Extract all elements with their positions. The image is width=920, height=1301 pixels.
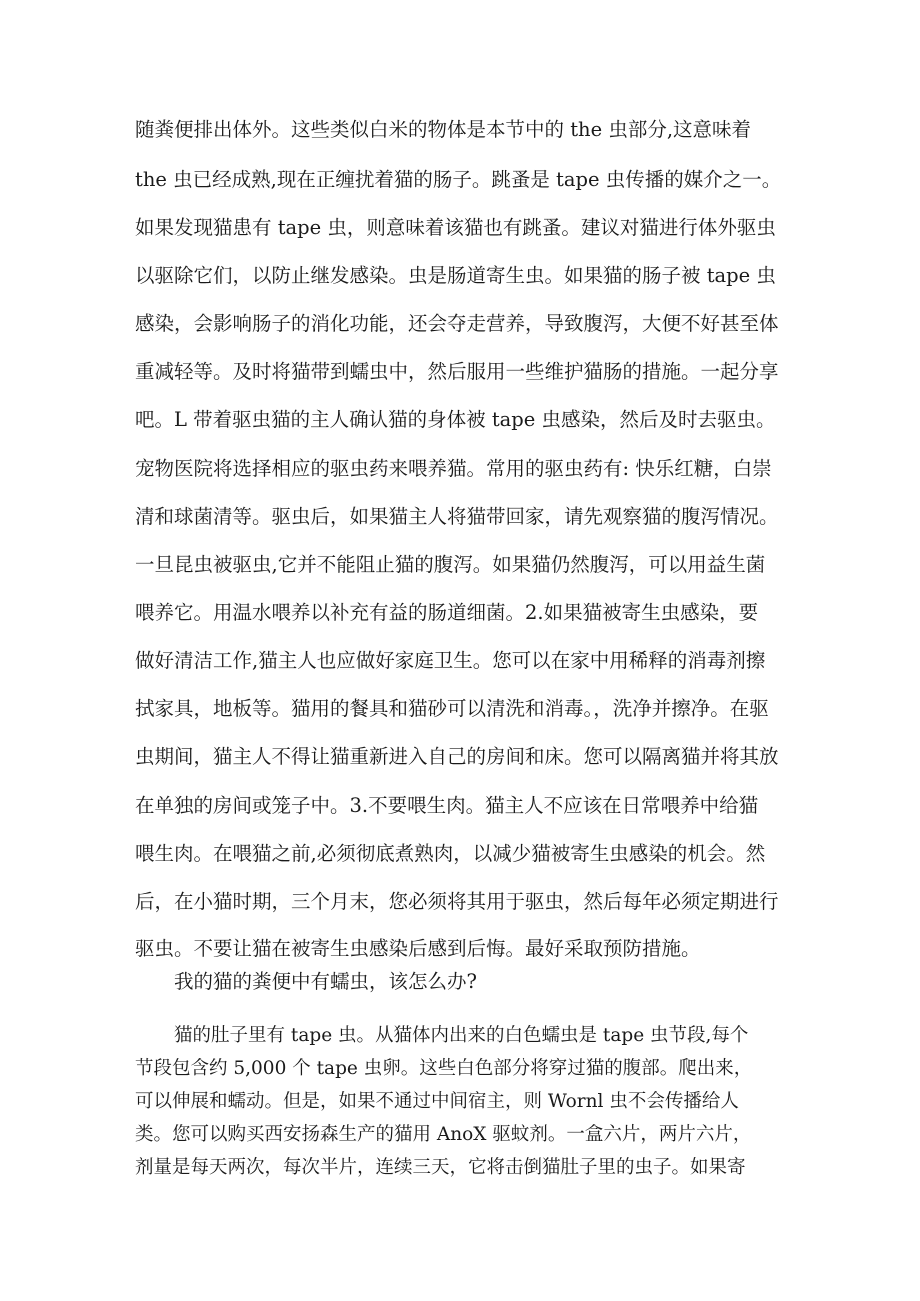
- text-line: 节段包含约 5,000 个 tape 虫卵。这些白色部分将穿过猫的腹部。爬出来，: [135, 1058, 753, 1079]
- text-line: 如果发现猫患有 tape 虫，则意味着该猫也有跳蚤。建议对猫进行体外驱虫: [135, 216, 776, 239]
- text-line: 随粪便排出体外。这些类似白米的物体是本节中的 the 虫部分,这意味着: [135, 118, 752, 141]
- text-line: 清和球菌清等。驱虫后，如果猫主人将猫带回家，请先观察猫的腹泻情况。: [135, 505, 779, 528]
- text-line: 感染，会影响肠子的消化功能，还会夺走营养，导致腹泻，大便不好甚至体: [135, 312, 779, 335]
- text-line: 猫的肚子里有 tape 虫。从猫体内出来的白色蠕虫是 tape 虫节段,每个: [174, 1025, 749, 1046]
- text-line: 做好清洁工作,猫主人也应做好家庭卫生。您可以在家中用稀释的消毒剂擦: [135, 649, 766, 672]
- text-line: 喂养它。用温水喂养以补充有益的肠道细菌。2.如果猫被寄生虫感染，要: [135, 601, 759, 624]
- text-line: 吧。L 带着驱虫猫的主人确认猫的身体被 tape 虫感染，然后及时去驱虫。: [135, 408, 776, 431]
- text-line: 喂生肉。在喂猫之前,必须彻底煮熟肉，以减少猫被寄生虫感染的机会。然: [135, 842, 766, 865]
- text-line: 宠物医院将选择相应的驱虫药来喂养猫。常用的驱虫药有: 快乐红糖，白崇: [135, 457, 772, 480]
- text-line: 剂量是每天两次，每次半片，连续三天，它将击倒猫肚子里的虫子。如果寄: [135, 1157, 746, 1178]
- section-heading: 我的猫的粪便中有蠕虫，该怎么办?: [174, 970, 477, 993]
- text-line: 可以伸展和蠕动。但是，如果不通过中间宿主，则 Wornl 虫不会传播给人: [135, 1091, 739, 1112]
- text-line: 重减轻等。及时将猫带到蠕虫中，然后服用一些维护猫肠的措施。一起分享: [135, 360, 779, 383]
- text-line: 类。您可以购买西安扬森生产的猫用 AnoX 驱蚊剂。一盒六片，两片六片，: [135, 1124, 752, 1145]
- text-line: the 虫已经成熟,现在正缠扰着猫的肠子。跳蚤是 tape 虫传播的媒介之一。: [135, 168, 782, 191]
- text-line: 驱虫。不要让猫在被寄生虫感染后感到后悔。最好采取预防措施。: [135, 937, 701, 960]
- text-line: 在单独的房间或笼子中。3.不要喂生肉。猫主人不应该在日常喂养中给猫: [135, 794, 759, 817]
- text-line: 拭家具，地板等。猫用的餐具和猫砂可以清洗和消毒。，洗净并擦净。在驱: [135, 697, 769, 720]
- text-line: 一旦昆虫被驱虫,它并不能阻止猫的腹泻。如果猫仍然腹泻，可以用益生菌: [135, 553, 766, 576]
- text-line: 以驱除它们，以防止继发感染。虫是肠道寄生虫。如果猫的肠子被 tape 虫: [135, 264, 776, 287]
- text-line: 虫期间，猫主人不得让猫重新进入自己的房间和床。您可以隔离猫并将其放: [135, 745, 779, 768]
- text-line: 后，在小猫时期，三个月末，您必须将其用于驱虫，然后每年必须定期进行: [135, 890, 779, 913]
